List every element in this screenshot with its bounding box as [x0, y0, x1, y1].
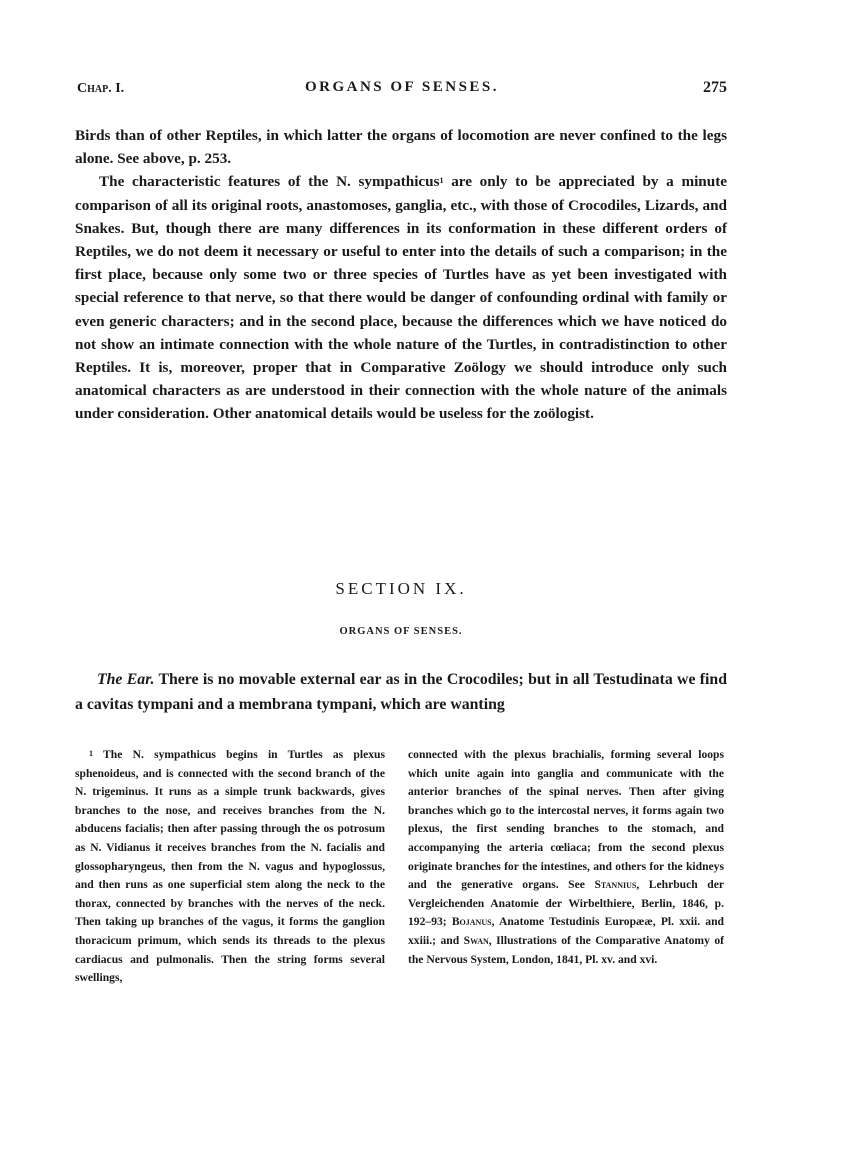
ear-text: There is no movable external ear as in the Crocodiles; but in all Testudinata we find a cavitas tympani and a membrana tympani, which are wanting — [75, 671, 728, 713]
paragraph-continuation: Birds than of other Reptiles, in which latter the organs of locomotion are never confined to the legs alone. See above, p. 253. — [75, 127, 727, 168]
footnote-left-column — [75, 746, 385, 988]
paragraph-sympathicus — [75, 170, 727, 425]
section-subtitle: ORGANS OF SENSES. — [339, 626, 463, 637]
page-header — [77, 79, 727, 101]
paragraph-text-rest: are only to be appreciated by a minute comparison of all its original roots, anastomoses, ganglia, etc., with those of Crocodiles, Lizards, and Snakes. But, though there are many differences in its conformation in these different orders of Reptiles, we do not deem it necessary or useful to enter into the details of such a comparison; in the first place, because only some two or three species of Turtles have as yet been investigated with special reference to that nerve, so that there would be danger of confounding ordinal with family or even generic characters; and in the second place, because the differences which we have noticed do not show an intimate connection with the whole nature of the Turtles, in contradistinction to other Reptiles. It is, moreover, proper that in Comparative Zoölogy we should introduce only such anatomical characters as are understood in their connection with the whole nature of the animals under consideration. Other anatomical details would be useless for the zoölogist. — [75, 173, 728, 423]
author-stannius: Stannius — [594, 878, 637, 892]
author-bojanus: Bojanus — [451, 915, 492, 929]
footnote-right-text-c: , Anatome Testudinis Europææ, Pl. xxii. and xxiii.; and — [408, 915, 724, 947]
page-number: 275 — [703, 79, 727, 96]
ear-paragraph — [75, 667, 727, 717]
footnote-right-text-b: , Lehrbuch der Vergleichenden Anatomie der Wirbelthiere, Berlin, 1846, p. 192–93; — [408, 878, 724, 929]
running-title: ORGANS OF SENSES. — [304, 79, 500, 95]
chapter-label: Chap. I. — [77, 81, 125, 96]
footnote-left-text: The N. sympathicus begins in Turtles as plexus sphenoideus, and is connected with the second branch of the N. trigeminus. It runs as a simple trunk backwards, gives branches to the nose, and receives branches from the N. abducens facialis; then after passing through the os potrosum as N. Vidianus it receives branches from the N. facialis and glossopharyngeus, then from the N. vagus and hypoglossus, and then runs as one superficial stem along the neck to the thorax, connected by branches with the nerves of the neck. Then taking up branches of the vagus, it forms the ganglion thoracicum primum, which sends its threads to the plexus cardiacus and pulmonalis. Then the string forms several swellings, — [75, 748, 385, 985]
footnote-right-column — [408, 746, 724, 969]
section-title: SECTION IX. — [335, 579, 467, 598]
footnote-marker: 1 — [89, 749, 93, 758]
main-text — [75, 124, 727, 426]
author-swan: Swan — [463, 933, 489, 947]
footnote-right-text-d: , Illustrations of the Comparative Anatomy of the Nervous System, London, 1841, Pl. xv. and xvi. — [408, 933, 724, 966]
footnote-right-text-a: connected with the plexus brachialis, forming several loops which unite again into ganglia and communicate with the anterior branches of the spinal nerves. Then after giving branches which go to the intercostal nerves, it forms again two plexus, the first sending branches to the stomach, and accompanying the arteria cœliaca; from the second plexus originate branches for the intestines, and others for the kidneys and the generative organs. See — [408, 748, 724, 892]
ear-lead: The Ear. — [97, 671, 155, 688]
paragraph-text-start: The characteristic features of the N. sympathicus — [99, 173, 440, 191]
footnote-reference: 1 — [439, 176, 444, 186]
